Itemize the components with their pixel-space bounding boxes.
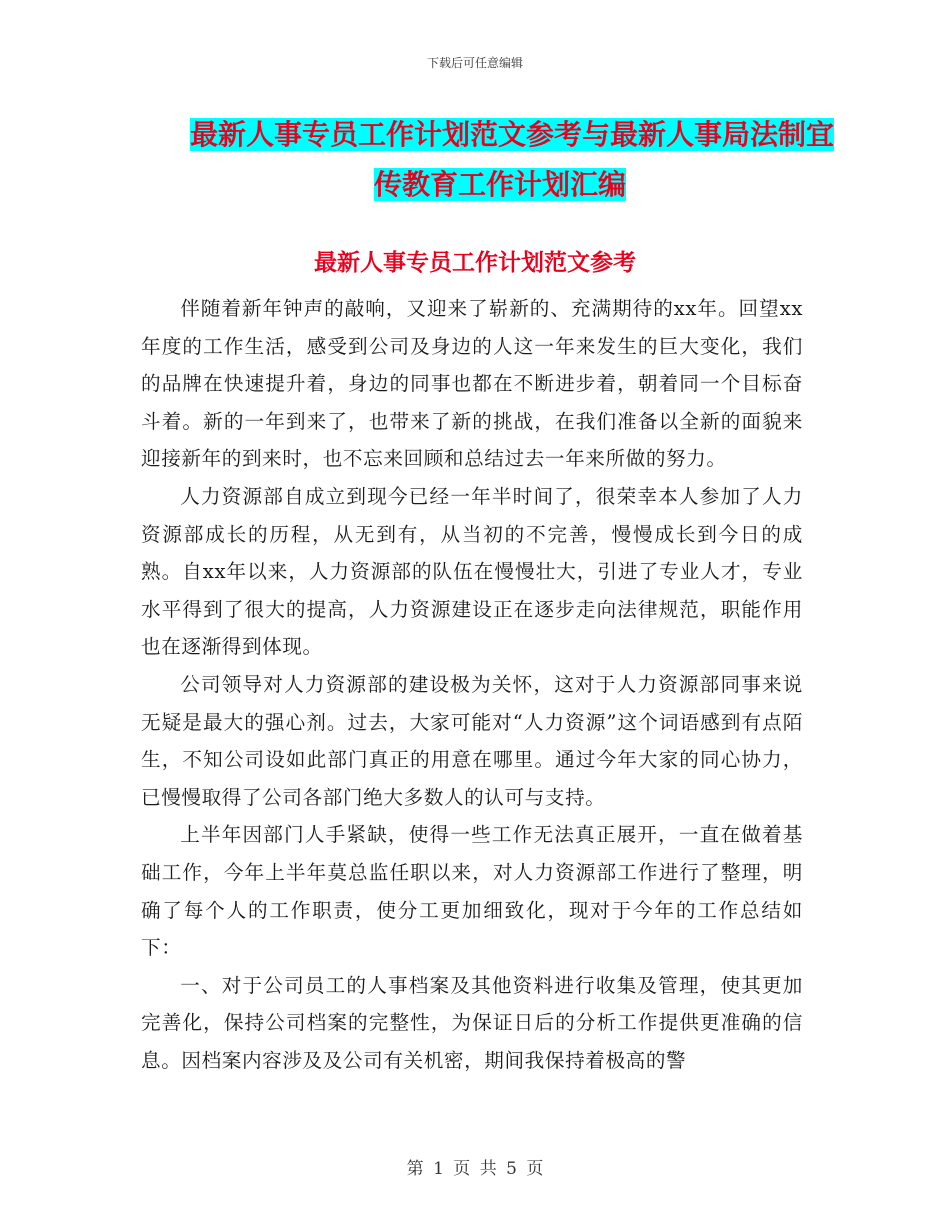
document-title-line-1: 最新人事专员工作计划范文参考与最新人事局法制宜: [190, 118, 835, 151]
paragraph: 公司领导对人力资源部的建设极为关怀，这对于人力资源部同事来说无疑是最大的强心剂。过去，大家可能对“人力资源”这个词语感到有点陌生，不知公司设如此部门真正的用意在哪里。通过今年大家的同心协力，已慢慢取得了公司各部门绝大多数人的认可与支持。: [141, 672, 803, 809]
paragraph: 上半年因部门人手紧缺，使得一些工作无法真正展开，一直在做着基础工作，今年上半年莫总监任职以来，对人力资源部工作进行了整理，明确了每个人的工作职责，使分工更加细致化，现对于今年的工作总结如下：: [141, 823, 803, 960]
paragraph: 人力资源部自成立到现今已经一年半时间了，很荣幸本人参加了人力资源部成长的历程，从无到有，从当初的不完善，慢慢成长到今日的成熟。自xx年以来，人力资源部的队伍在慢慢壮大，引进了专业人才，专业水平得到了很大的提高，人力资源建设正在逐步走向法律规范，职能作用也在逐渐得到体现。: [141, 484, 803, 659]
paragraph: 伴随着新年钟声的敲响，又迎来了崭新的、充满期待的xx年。回望xx年度的工作生活，感受到公司及身边的人这一年来发生的巨大变化，我们的品牌在快速提升着，身边的同事也都在不断进步着，朝着同一个目标奋斗着。新的一年到来了，也带来了新的挑战，在我们准备以全新的面貌来迎接新年的到来时，也不忘来回顾和总结过去一年来所做的努力。: [141, 297, 803, 471]
paragraph: 一、对于公司员工的人事档案及其他资料进行收集及管理，使其更加完善化，保持公司档案的完整性，为保证日后的分析工作提供更准确的信息。因档案内容涉及及公司有关机密，期间我保持着极高的警: [141, 973, 803, 1072]
header-note: 下载后可任意编辑: [426, 56, 523, 70]
page-footer: 第 1 页 共 5 页: [406, 1159, 544, 1179]
document-title-line-2: 传教育工作计划汇编: [373, 168, 626, 201]
section-title: 最新人事专员工作计划范文参考: [314, 250, 636, 276]
body-text: [141, 290, 803, 1079]
document-title: [190, 110, 835, 210]
